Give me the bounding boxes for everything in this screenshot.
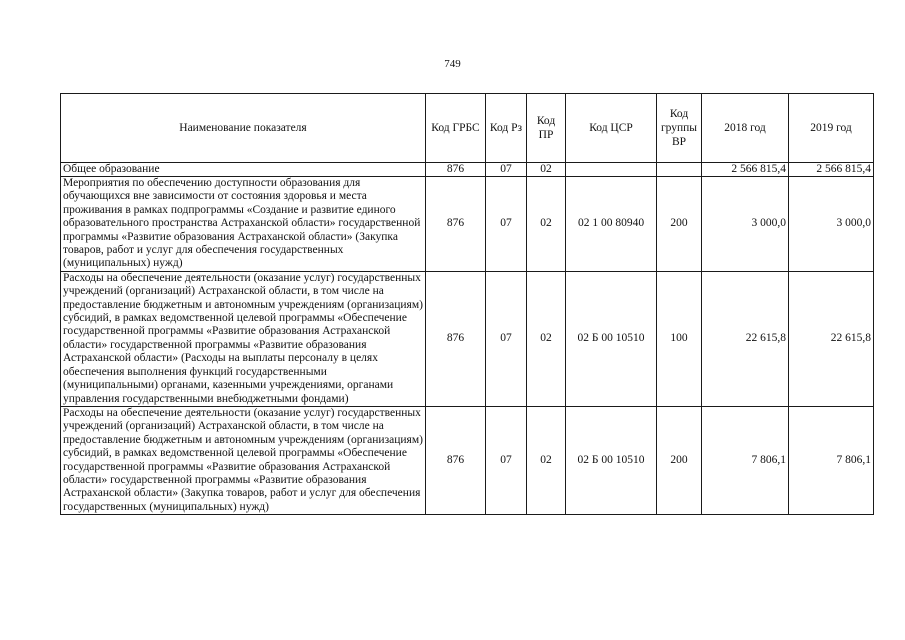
table-row xyxy=(61,177,874,272)
row-rz: 07 xyxy=(486,271,527,406)
page-number: 749 xyxy=(444,58,461,70)
row-name: Расходы на обеспечение деятельности (оказание услуг) государственных учреждений (организаций) Астраханской области, в том числе на предоставление бюджетным и автономным учреждениям (организациям) субсидий, в рамках ведомственной целевой программы «Обеспечение государственной программы «Развитие образования Астраханской области» государственной программы «Развитие образования Астраханской области» (Расходы на выплаты персоналу в целях обеспечения выполнения функций государственными (муниципальными) органами, казенными учреждениями, органами управления государственными внебюджетными фондами) xyxy=(61,271,426,406)
row-name: Мероприятия по обеспечению доступности образования для обучающихся вне зависимости от состояния здоровья и места проживания в рамках подпрограммы «Создание и развитие единого образовательного пространства Астраханской области» государственной программы «Развитие образования Астраханской области» (Закупка товаров, работ и услуг для обеспечения государственных (муниципальных) нужд) xyxy=(61,177,426,272)
row-2018: 22 615,8 xyxy=(702,271,789,406)
header-2018: 2018 год xyxy=(702,94,789,163)
row-vr: 200 xyxy=(657,177,702,272)
row-pr: 02 xyxy=(527,177,566,272)
header-name: Наименование показателя xyxy=(61,94,426,163)
row-pr: 02 xyxy=(527,271,566,406)
row-2019: 3 000,0 xyxy=(789,177,874,272)
row-2018: 2 566 815,4 xyxy=(702,163,789,177)
row-grbs: 876 xyxy=(426,271,486,406)
table-row xyxy=(61,406,874,514)
row-pr: 02 xyxy=(527,406,566,514)
table-row xyxy=(61,163,874,177)
row-vr xyxy=(657,163,702,177)
header-csr: Код ЦСР xyxy=(566,94,657,163)
row-grbs: 876 xyxy=(426,406,486,514)
row-vr: 100 xyxy=(657,271,702,406)
row-csr: 02 1 00 80940 xyxy=(566,177,657,272)
row-name: Общее образование xyxy=(61,163,426,177)
row-grbs: 876 xyxy=(426,163,486,177)
row-csr: 02 Б 00 10510 xyxy=(566,406,657,514)
row-csr: 02 Б 00 10510 xyxy=(566,271,657,406)
row-vr: 200 xyxy=(657,406,702,514)
header-grbs: Код ГРБС xyxy=(426,94,486,163)
row-rz: 07 xyxy=(486,163,527,177)
budget-table xyxy=(60,93,874,515)
row-grbs: 876 xyxy=(426,177,486,272)
header-vr: Код группы ВР xyxy=(657,94,702,163)
header-2019: 2019 год xyxy=(789,94,874,163)
table-header-row xyxy=(61,94,874,163)
table-row xyxy=(61,271,874,406)
row-pr: 02 xyxy=(527,163,566,177)
row-name: Расходы на обеспечение деятельности (оказание услуг) государственных учреждений (организаций) Астраханской области, в том числе на предоставление бюджетным и автономным учреждениям (организациям) субсидий, в рамках ведомственной целевой программы «Обеспечение государственной программы «Развитие образования Астраханской области» государственной программы «Развитие образования Астраханской области» (Закупка товаров, работ и услуг для обеспечения государственных (муниципальных) нужд) xyxy=(61,406,426,514)
row-2018: 7 806,1 xyxy=(702,406,789,514)
row-2019: 22 615,8 xyxy=(789,271,874,406)
row-2019: 2 566 815,4 xyxy=(789,163,874,177)
row-2019: 7 806,1 xyxy=(789,406,874,514)
row-rz: 07 xyxy=(486,177,527,272)
row-rz: 07 xyxy=(486,406,527,514)
row-2018: 3 000,0 xyxy=(702,177,789,272)
header-pr: Код ПР xyxy=(527,94,566,163)
row-csr xyxy=(566,163,657,177)
header-rz: Код Рз xyxy=(486,94,527,163)
